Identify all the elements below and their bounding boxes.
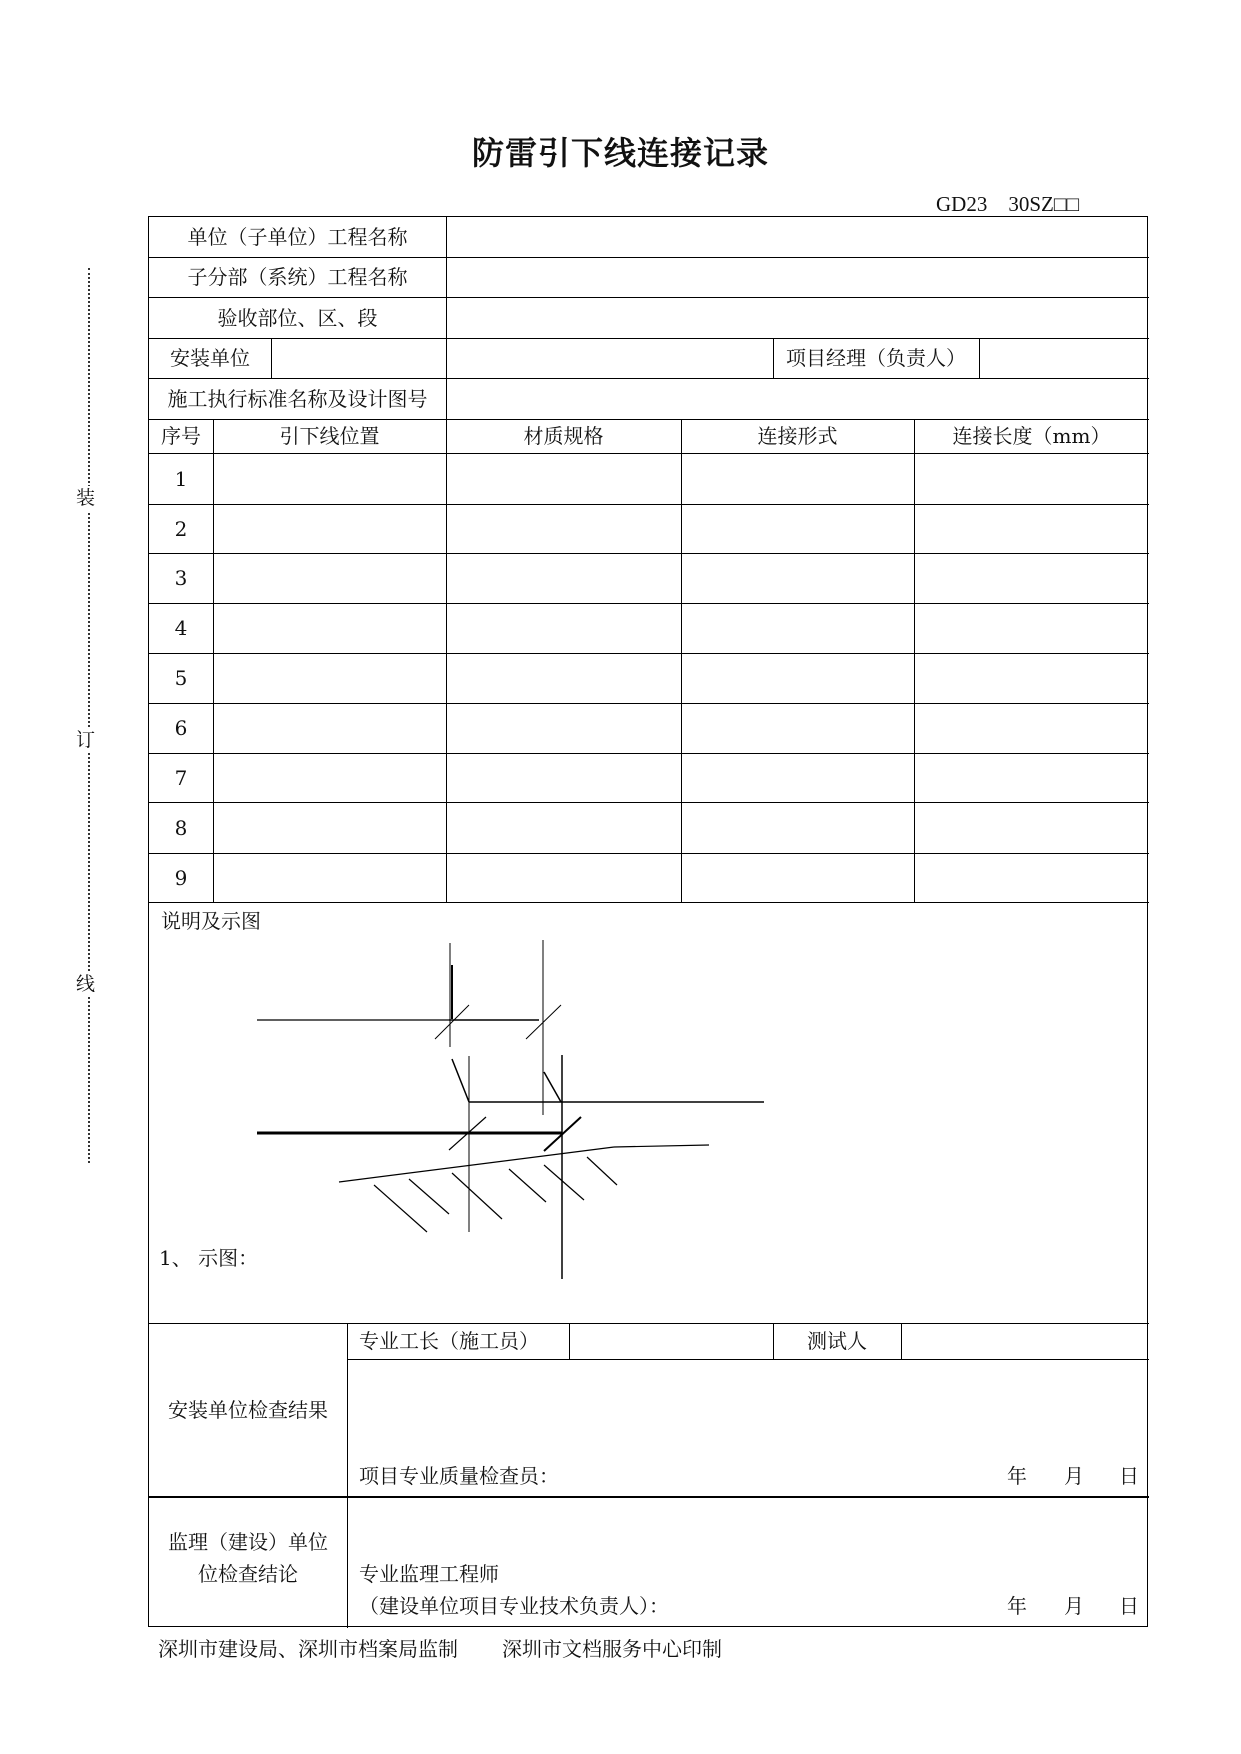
table-row-number: 7 (174, 765, 188, 790)
table-row-number: 5 (174, 666, 188, 690)
diagram-caption: 1、 示图： (159, 1246, 259, 1270)
supervision-engineer-label: 专业监理工程师 (359, 1562, 499, 1586)
foreman-label: 专业工长（施工员） (359, 1329, 539, 1353)
column-header-material: 材质规格 (523, 424, 604, 448)
acceptance-part-label: 验收部位、区、段 (217, 305, 378, 330)
column-header-connection-type: 连接形式 (757, 424, 838, 448)
table-row-number: 3 (174, 566, 188, 590)
supervision-date-year: 年 (1007, 1594, 1027, 1618)
owner-technical-lead-label: （建设单位项目专业技术负责人）： (359, 1594, 669, 1618)
table-row-number: 6 (174, 716, 188, 740)
subsection-name-label: 子分部（系统）工程名称 (187, 265, 408, 289)
connection-sketch (149, 217, 1149, 1323)
table-row-number: 2 (174, 516, 188, 541)
diagram-section-label: 说明及示图 (161, 909, 261, 933)
column-header-seq: 序号 (161, 424, 201, 448)
quality-inspector-label: 项目专业质量检查员： (359, 1464, 559, 1488)
footer-supervisor: 深圳市建设局、深圳市档案局监制 (158, 1637, 458, 1661)
install-date-month: 月 (1064, 1464, 1084, 1488)
page-title: 防雷引下线连接记录 (471, 134, 769, 172)
form-code: GD23 30SZ□□ (936, 192, 1080, 216)
binding-char-2: 订 (76, 729, 96, 751)
binding-char-1: 装 (76, 487, 96, 509)
supervision-label-line1: 监理（建设）单位 (168, 1530, 328, 1554)
binding-margin-line (88, 268, 90, 1163)
footer-note (158, 1633, 722, 1662)
column-header-connection-length: 连接长度（mm） (952, 424, 1111, 448)
project-manager-label: 项目经理（负责人） (786, 346, 966, 370)
column-header-position: 引下线位置 (279, 424, 380, 448)
tester-label: 测试人 (807, 1329, 867, 1353)
record-form (148, 216, 1148, 1627)
table-row-number: 9 (174, 865, 188, 890)
supervision-date-day: 日 (1119, 1594, 1139, 1618)
install-unit-label: 安装单位 (170, 346, 250, 370)
standard-label: 施工执行标准名称及设计图号 (167, 386, 428, 411)
install-date-day: 日 (1119, 1464, 1139, 1488)
supervision-label-line2: 位检查结论 (198, 1562, 298, 1586)
supervision-date-month: 月 (1064, 1594, 1084, 1618)
install-check-label: 安装单位检查结果 (168, 1397, 328, 1422)
footer-printer: 深圳市文档服务中心印制 (502, 1637, 722, 1661)
install-date-year: 年 (1007, 1464, 1027, 1488)
table-row-number: 8 (174, 815, 188, 840)
tester-field[interactable] (901, 1323, 1149, 1359)
install-check-result-field[interactable] (347, 1359, 1149, 1459)
table-row-number: 1 (174, 466, 188, 491)
project-name-label: 单位（子单位）工程名称 (187, 225, 408, 249)
binding-char-3: 线 (76, 973, 96, 995)
table-row-number: 4 (174, 616, 188, 640)
foreman-field[interactable] (569, 1323, 773, 1359)
